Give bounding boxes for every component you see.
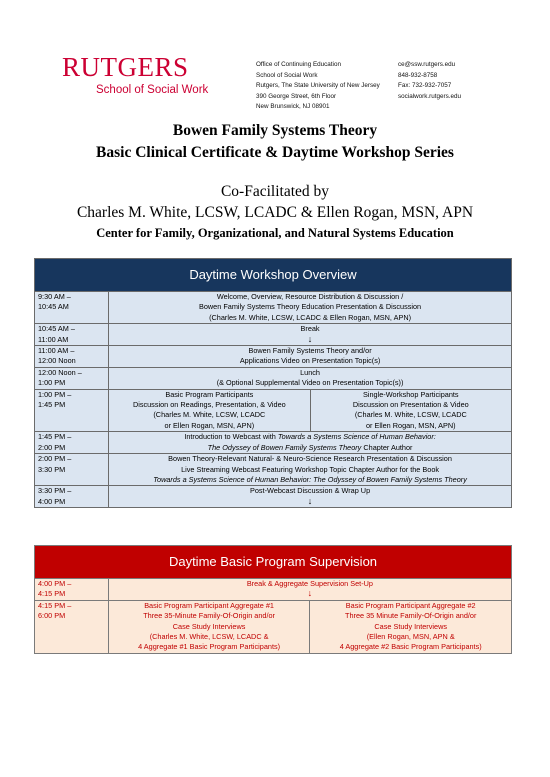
activity-cell-left: Basic Program Participants Discussion on Readings, Presentation, & Video (Charles M. White, LCSW, LCADC or Ellen Rogan, MSN, APN) <box>109 389 310 432</box>
website-text: socialwork.rutgers.edu <box>398 92 461 100</box>
facilitators-names: Charles M. White, LCSW, LCADC & Ellen Rogan, MSN, APN <box>76 204 474 221</box>
activity-cell: Lunch (& Optional Supplemental Video on Presentation Topic(s)) <box>109 367 512 389</box>
time-cell: 1:45 PM – 2:00 PM <box>35 432 109 454</box>
address-line: 390 George Street, 6th Floor <box>256 92 337 100</box>
supervision-table <box>34 545 512 654</box>
activity-cell-left: Basic Program Participant Aggregate #1 Three 35-Minute Family-Of-Origin and/or Case Study Interviews (Charles M. White, LCSW, LCADC & 4 Aggregate #1 Basic Program Participants) <box>108 600 310 653</box>
activity-cell-right: Basic Program Participant Aggregate #2 Three 35 Minute Family-Of-Origin and/or Case Study Interviews (Ellen Rogan, MSN, APN & 4 Aggregate #2 Basic Program Participants) <box>310 600 512 653</box>
center-name: Center for Family, Organizational, and Natural Systems Education <box>96 226 454 240</box>
down-arrow-icon: ↓ <box>307 588 313 599</box>
page-title: Bowen Family Systems Theory <box>172 122 378 139</box>
time-cell: 10:45 AM – 11:00 AM <box>35 324 109 346</box>
address-block-right <box>398 60 461 102</box>
table-row <box>35 600 512 653</box>
page-subtitle: Basic Clinical Certificate & Daytime Workshop Series <box>96 144 454 161</box>
overview-table <box>34 258 512 508</box>
address-line: Rutgers, The State University of New Jersey <box>256 82 380 90</box>
activity-cell: Break ↓ <box>109 324 512 346</box>
activity-cell: Introduction to Webcast with Towards a Systems Science of Human Behavior: The Odyssey of Bowen Family Systems Theory Chapter Author <box>109 432 512 454</box>
phone-text: 848-932-8758 <box>398 71 438 79</box>
overview-header: Daytime Workshop Overview <box>35 259 512 292</box>
table-row <box>35 579 512 601</box>
supervision-header: Daytime Basic Program Supervision <box>35 546 512 579</box>
time-cell: 4:15 PM – 6:00 PM <box>35 600 109 653</box>
time-cell: 3:30 PM – 4:00 PM <box>35 486 109 508</box>
address-line: New Brunswick, NJ 08901 <box>256 103 330 111</box>
activity-cell: Bowen Family Systems Theory and/or Applications Video on Presentation Topic(s) <box>109 346 512 368</box>
logo-wordmark: RUTGERS <box>62 52 189 82</box>
table-row <box>35 486 512 508</box>
time-cell: 9:30 AM – 10:45 AM <box>35 292 109 324</box>
rutgers-logo <box>62 54 208 96</box>
address-line: School of Social Work <box>256 71 318 79</box>
time-cell: 12:00 Noon – 1:00 PM <box>35 367 109 389</box>
activity-cell: Bowen Theory-Relevant Natural- & Neuro-Science Research Presentation & Discussion Live Streaming Webcast Featuring Workshop Topic Chapter Author for the Book Towards a Systems Science of Human Behavior: The Odyssey of Bowen Family Systems Theory <box>109 454 512 486</box>
activity-cell-right: Single-Workshop Participants Discussion on Presentation & Video (Charles M. White, LCSW, LCADC or Ellen Rogan, MSN, APN) <box>310 389 511 432</box>
table-row <box>35 432 512 454</box>
activity-cell: Welcome, Overview, Resource Distribution & Discussion / Bowen Family Systems Theory Education Presentation & Discussion (Charles M. White, LCSW, LCADC & Ellen Rogan, MSN, APN) <box>109 292 512 324</box>
fax-text: Fax: 732-932-7057 <box>398 82 452 90</box>
table-row <box>35 346 512 368</box>
email-text: ce@ssw.rutgers.edu <box>398 61 456 68</box>
table-row <box>35 367 512 389</box>
table-row <box>35 454 512 486</box>
down-arrow-icon: ↓ <box>307 333 313 344</box>
cofacilitated-label: Co-Facilitated by <box>220 183 330 200</box>
activity-cell: Post-Webcast Discussion & Wrap Up ↓ <box>109 486 512 508</box>
address-block-left <box>256 60 380 113</box>
time-cell: 11:00 AM – 12:00 Noon <box>35 346 109 368</box>
down-arrow-icon: ↓ <box>307 495 313 506</box>
time-cell: 4:00 PM – 4:15 PM <box>35 579 109 601</box>
table-row <box>35 389 512 432</box>
time-cell: 2:00 PM – 3:30 PM <box>35 454 109 486</box>
time-cell: 1:00 PM – 1:45 PM <box>35 389 109 432</box>
logo-school: School of Social Work <box>96 84 209 96</box>
activity-cell: Break & Aggregate Supervision Set-Up ↓ <box>108 579 511 601</box>
address-line: Office of Continuing Education <box>256 61 341 68</box>
table-row <box>35 324 512 346</box>
table-row <box>35 292 512 324</box>
